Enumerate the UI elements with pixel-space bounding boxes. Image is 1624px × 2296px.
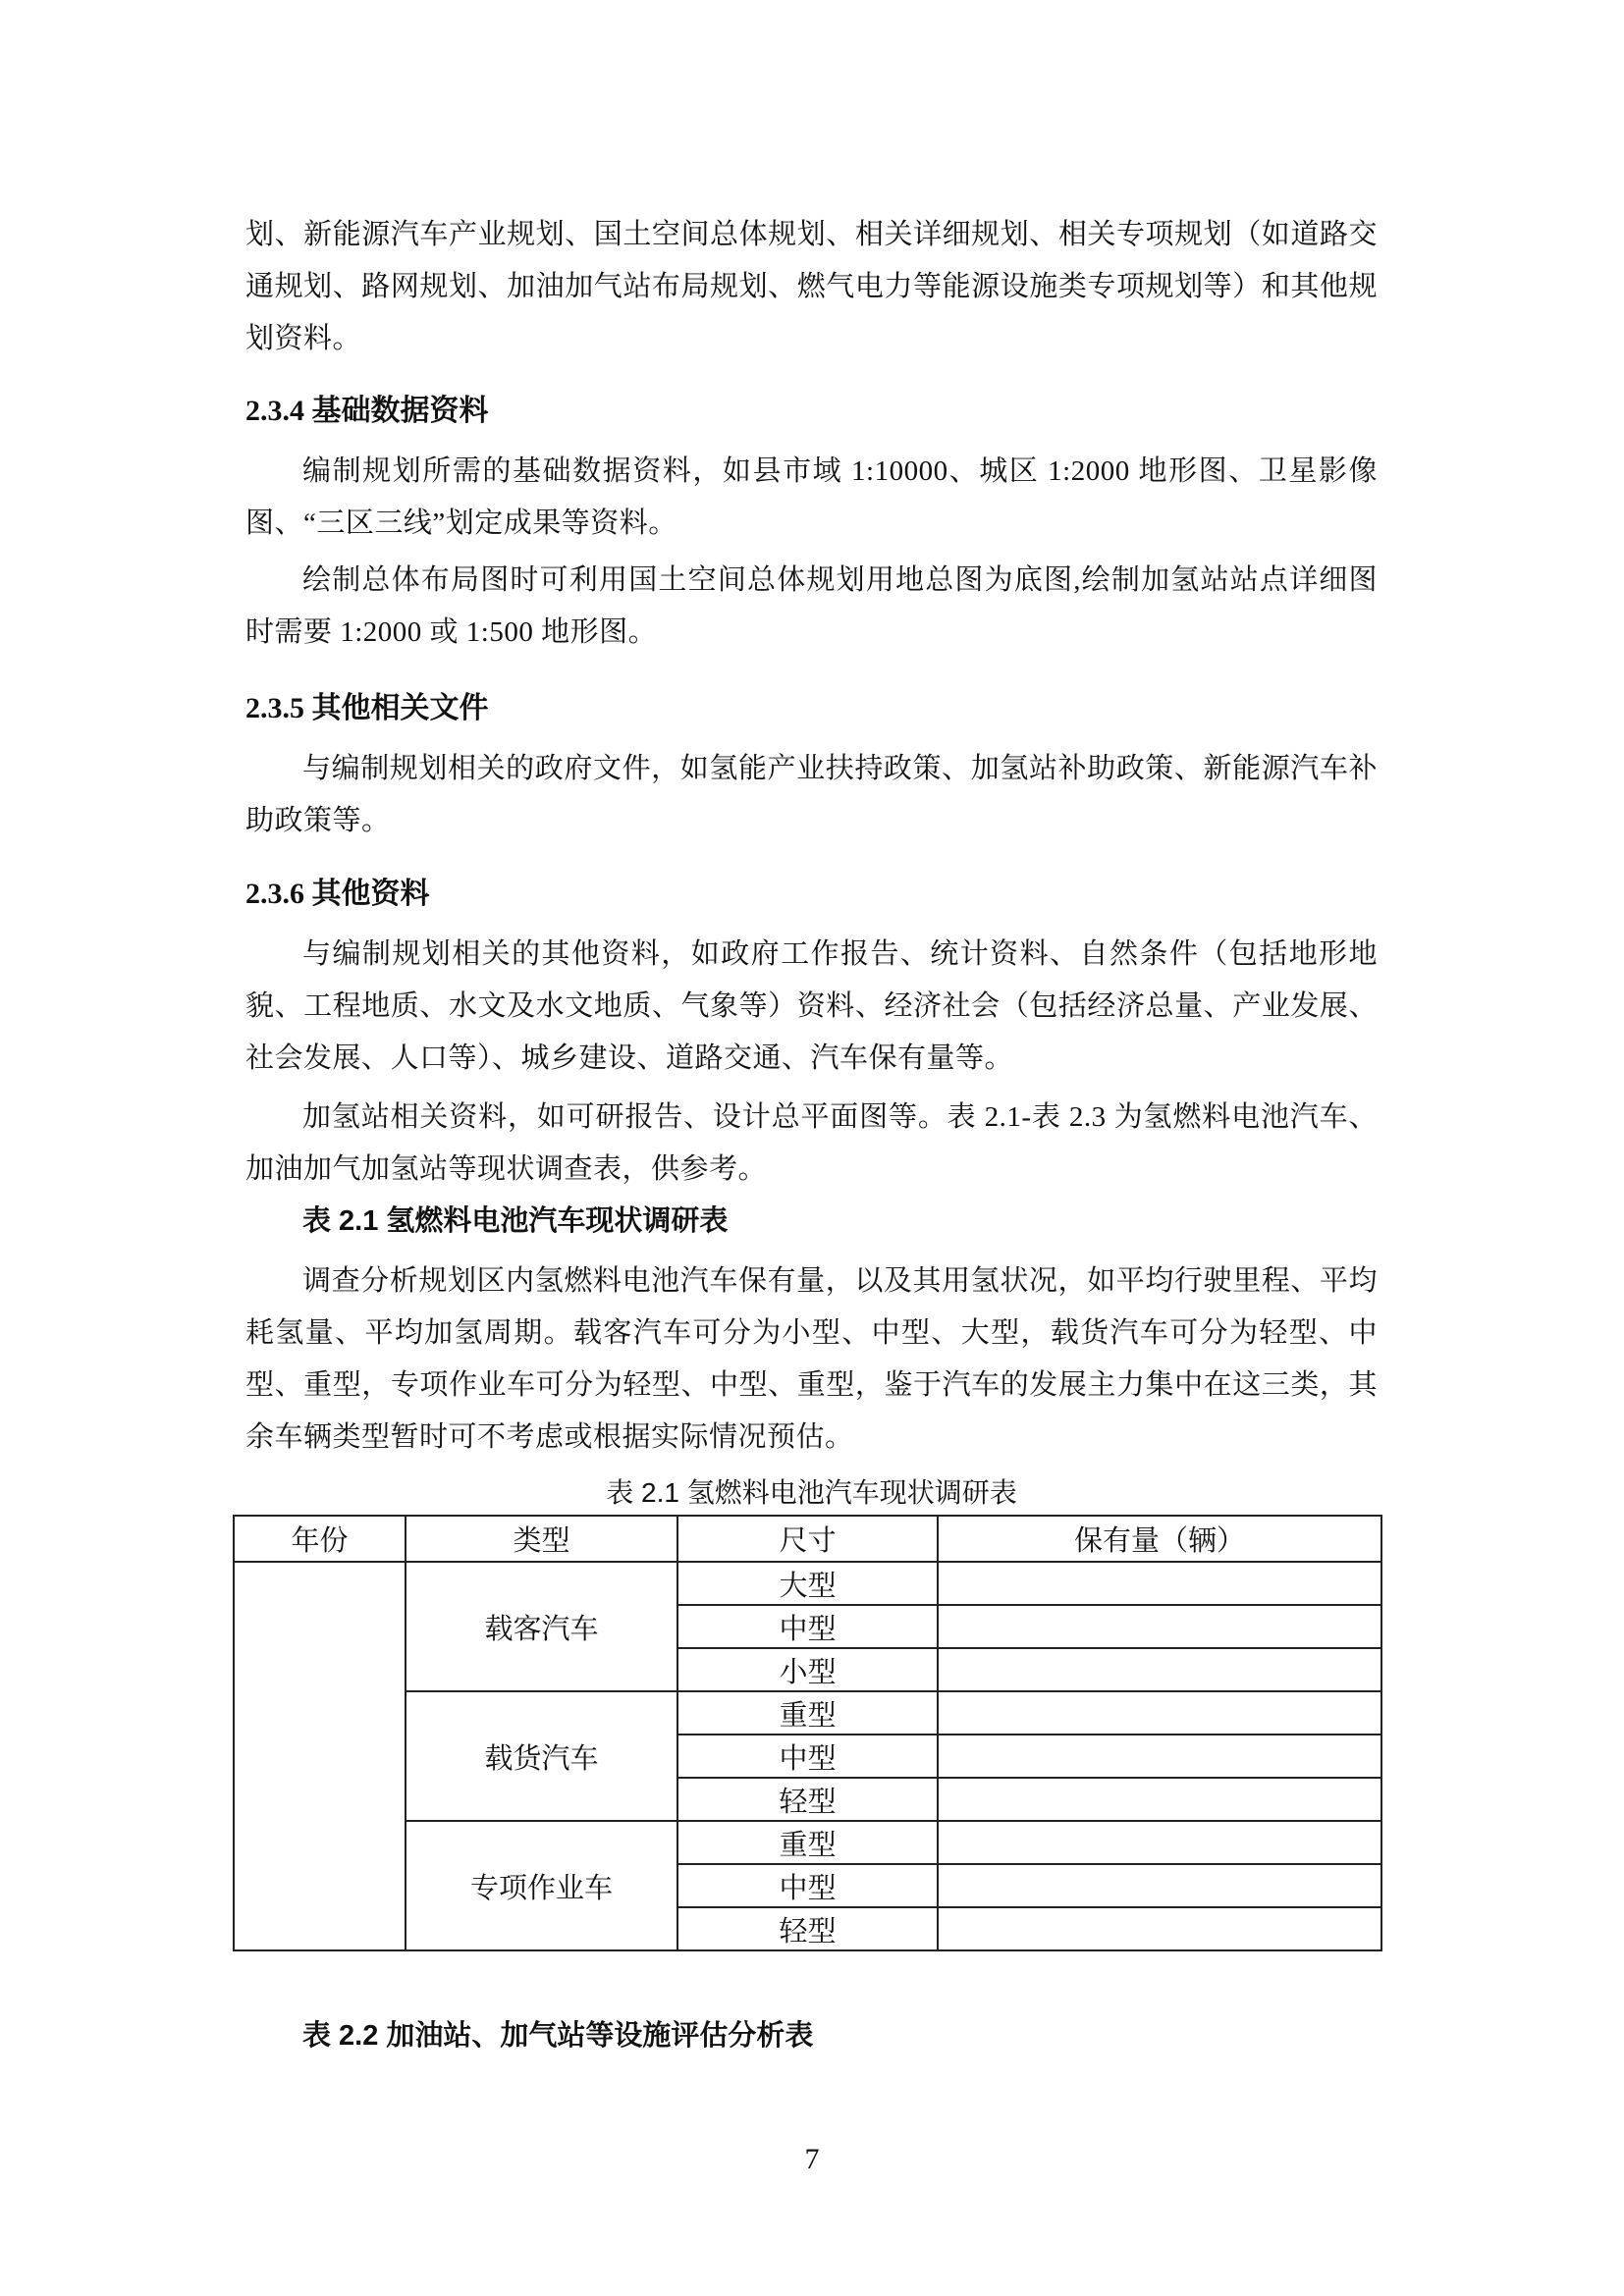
paragraph-other-materials-1: 与编制规划相关的其他资料，如政府工作报告、统计资料、自然条件（包括地形地貌、工程地质、水文及水文地质、气象等）资料、经济社会（包括经济总量、产业发展、社会发展、人口等）、城乡建设、道路交通、汽车保有量等。 xyxy=(245,938,1378,1074)
table-row xyxy=(234,1821,1381,1864)
section-heading-2-3-4: 2.3.4 基础数据资料 xyxy=(245,395,489,427)
table-cell-size: 大型 xyxy=(677,1562,938,1605)
paragraph-basic-data-1: 编制规划所需的基础数据资料，如县市域 1:10000、城区 1:2000 地形图、卫星影像图、“三区三线”划定成果等资料。 xyxy=(245,455,1378,539)
table-cell-count-empty xyxy=(938,1907,1381,1950)
table-cell-size: 小型 xyxy=(677,1648,938,1691)
section-heading-2-3-5: 2.3.5 其他相关文件 xyxy=(245,692,489,724)
table-cell-year-empty xyxy=(234,1562,406,1950)
section-heading-2-3-6: 2.3.6 其他资料 xyxy=(245,878,430,910)
table-2-2-bold-caption: 表 2.2 加油站、加气站等设施评估分析表 xyxy=(302,2020,814,2052)
table-cell-count-empty xyxy=(938,1864,1381,1907)
paragraph-survey-analysis: 调查分析规划区内氢燃料电池汽车保有量，以及其用氢状况，如平均行驶里程、平均耗氢量、平均加氢周期。载客汽车可分为小型、中型、大型，载货汽车可分为轻型、中型、重型，专项作业车可分为轻型、中型、重型，鉴于汽车的发展主力集中在这三类，其余车辆类型暂时可不考虑或根据实际情况预估。 xyxy=(245,1265,1378,1453)
document-body xyxy=(245,0,1378,2062)
table-row xyxy=(234,1562,1381,1605)
table-cell-type-special: 专项作业车 xyxy=(406,1821,677,1950)
table-cell-count-empty xyxy=(938,1821,1381,1864)
paragraph-carryover: 划、新能源汽车产业规划、国土空间总体规划、相关详细规划、相关专项规划（如道路交通规划、路网规划、加油加气站布局规划、燃气电力等能源设施类专项规划等）和其他规划资料。 xyxy=(245,219,1378,354)
paragraph-other-materials-2: 加氢站相关资料，如可研报告、设计总平面图等。表 2.1-表 2.3 为氢燃料电池汽车、加油加气加氢站等现状调查表，供参考。 xyxy=(245,1101,1378,1185)
table-cell-size: 重型 xyxy=(677,1821,938,1864)
table-cell-count-empty xyxy=(938,1778,1381,1821)
table-header-type: 类型 xyxy=(406,1516,677,1562)
table-cell-size: 中型 xyxy=(677,1864,938,1907)
table-cell-size: 中型 xyxy=(677,1735,938,1778)
table-cell-count-empty xyxy=(938,1691,1381,1735)
page-number: 7 xyxy=(804,2143,820,2175)
table-cell-size: 重型 xyxy=(677,1691,938,1735)
table-cell-count-empty xyxy=(938,1648,1381,1691)
table-cell-size: 轻型 xyxy=(677,1907,938,1950)
table-header-row xyxy=(234,1516,1381,1562)
table-2-1-bold-caption: 表 2.1 氢燃料电池汽车现状调研表 xyxy=(302,1205,729,1237)
table-cell-count-empty xyxy=(938,1562,1381,1605)
table-header-year: 年份 xyxy=(234,1516,406,1562)
table-2-1-centered-caption: 表 2.1 氢燃料电池汽车现状调研表 xyxy=(606,1477,1017,1508)
table-cell-type-cargo: 载货汽车 xyxy=(406,1691,677,1821)
paragraph-basic-data-2: 绘制总体布局图时可利用国土空间总体规划用地总图为底图,绘制加氢站站点详细图时需要 1:2000 或 1:500 地形图。 xyxy=(245,564,1378,648)
table-header-size: 尺寸 xyxy=(677,1516,938,1562)
table-row xyxy=(234,1691,1381,1735)
table-cell-count-empty xyxy=(938,1735,1381,1778)
table-cell-count-empty xyxy=(938,1605,1381,1648)
table-2-1 xyxy=(233,1515,1382,1951)
table-cell-size: 中型 xyxy=(677,1605,938,1648)
paragraph-related-documents: 与编制规划相关的政府文件，如氢能产业扶持政策、加氢站补助政策、新能源汽车补助政策等。 xyxy=(245,753,1378,836)
table-cell-size: 轻型 xyxy=(677,1778,938,1821)
table-header-count: 保有量（辆） xyxy=(938,1516,1381,1562)
table-cell-type-passenger: 载客汽车 xyxy=(406,1562,677,1691)
